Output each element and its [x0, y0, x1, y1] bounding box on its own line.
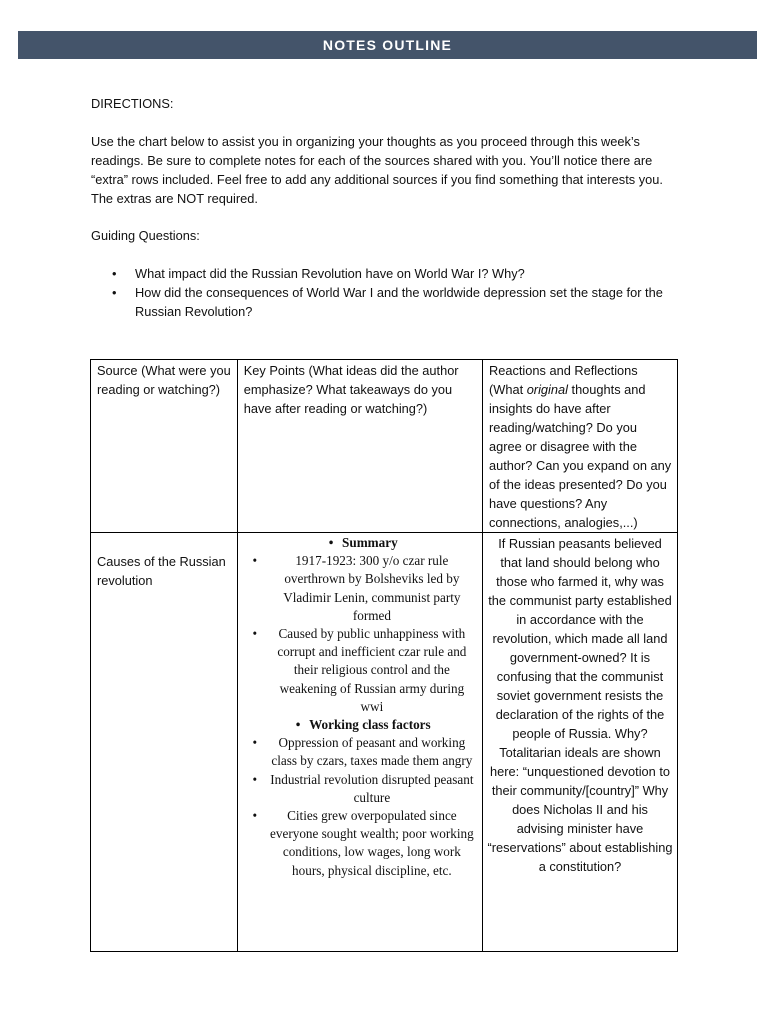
bullet-icon: • — [252, 771, 258, 787]
guiding-question: • What impact did the Russian Revolution have on World War I? Why? — [91, 264, 681, 283]
table-header-row — [91, 360, 678, 533]
key-point-text: 1917-1923: 300 y/o czar rule overthrown by Bolsheviks led by Vladimir Lenin, communist party formed — [283, 553, 461, 623]
header-reactions: Reactions and Reflections (What original thoughts and insights do have after reading/watching? Do you agree or disagree with the author? Can you expand on any of the ideas presented? Do you have questions? Any connections, analogies,...) — [483, 360, 678, 533]
key-point-item — [242, 625, 476, 716]
key-points-cell[interactable] — [237, 533, 482, 952]
key-point-heading — [242, 716, 476, 734]
directions-text: Use the chart below to assist you in organizing your thoughts as you proceed through this week’s readings. Be sure to complete notes for each of the sources shared with you. You’ll notice there are “extra” rows included. Feel free to add any additional sources if you find something that interests you. The extras are NOT required. — [91, 134, 663, 206]
key-point-item — [242, 807, 476, 880]
key-point-item — [242, 771, 476, 807]
bullet-icon: • — [295, 717, 301, 733]
bullet-icon: • — [252, 735, 258, 751]
header-source: Source (What were you reading or watching?) — [91, 360, 238, 533]
header-bar — [18, 31, 757, 59]
key-point-text: Cities grew overpopulated since everyone sought wealth; poor working conditions, low wages, long work hours, physical discipline, etc. — [270, 808, 474, 878]
key-point-item — [242, 552, 476, 625]
key-point-item — [242, 734, 476, 770]
key-points-list — [242, 534, 476, 880]
directions-label: DIRECTIONS: — [91, 96, 174, 111]
page-title: NOTES OUTLINE — [322, 37, 453, 53]
bullet-icon: • — [252, 808, 258, 824]
key-point-text: Industrial revolution disrupted peasant culture — [270, 771, 474, 805]
guiding-questions-list — [91, 264, 681, 321]
bullet-icon: • — [328, 535, 334, 550]
bullet-icon: • — [252, 626, 258, 642]
source-cell[interactable]: Causes of the Russian revolution — [91, 533, 238, 952]
guiding-questions-label: Guiding Questions: — [91, 228, 200, 243]
notes-table — [90, 359, 678, 952]
key-point-text: Caused by public unhappiness with corrupt and inefficient czar rule and their religious control and the weakening of Russian army during wwi — [277, 626, 467, 714]
table-row — [91, 533, 678, 952]
key-point-heading — [242, 534, 476, 552]
reactions-cell[interactable]: If Russian peasants believed that land should belong who those who farmed it, why was the communist party established in accordance with the revolution, which made all land government-owned? It is confusing that the communist soviet government resists the declaration of the rights of the people of Russia. Why? Totalitarian ideals are shown here: “unquestioned devotion to their community/[country]” Why does Nicholas II and his advising minister have “reservations” about establishing a constitution? — [483, 533, 678, 952]
key-point-text: Working class factors — [309, 717, 431, 733]
key-point-text: Oppression of peasant and working class by czars, taxes made them angry — [271, 735, 473, 769]
guiding-question: • How did the consequences of World War I and the worldwide depression set the stage for the Russian Revolution? — [91, 283, 681, 321]
header-key-points: Key Points (What ideas did the author emphasize? What takeaways do you have after reading or watching?) — [237, 360, 482, 533]
key-point-text: Summary — [342, 535, 398, 550]
bullet-icon: • — [252, 553, 258, 569]
